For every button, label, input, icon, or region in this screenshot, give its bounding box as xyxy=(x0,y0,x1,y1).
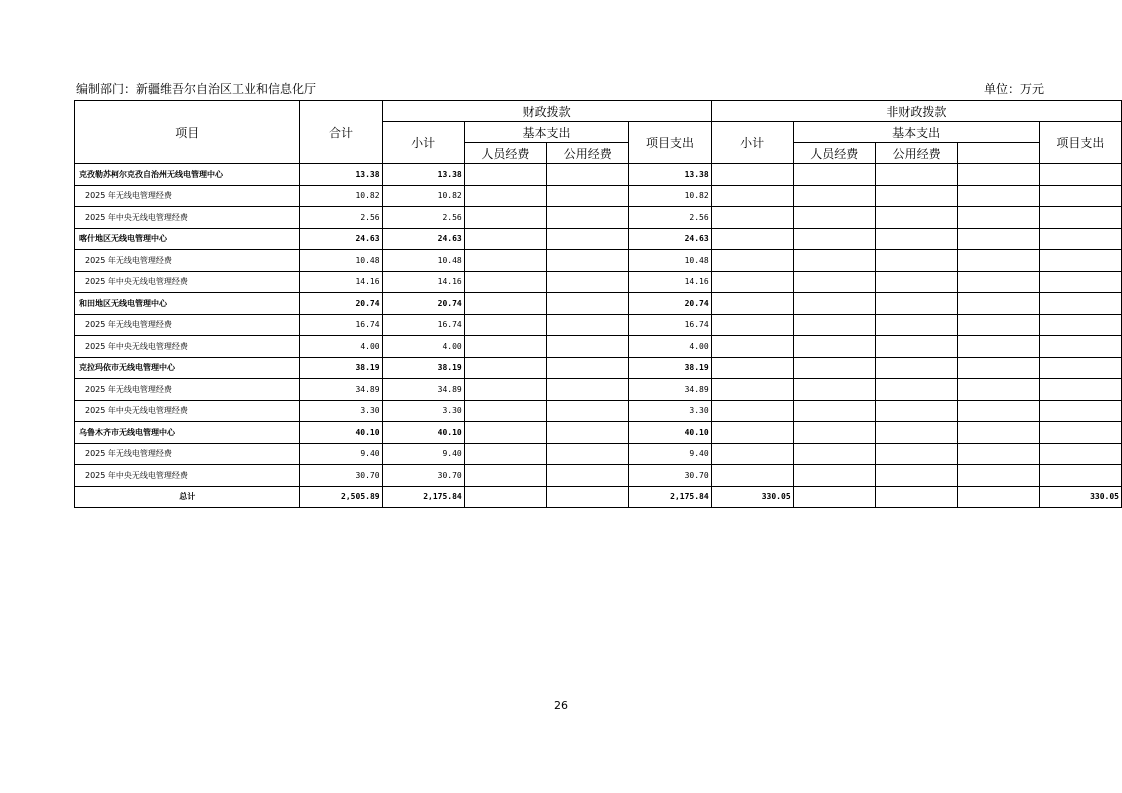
row-name: 乌鲁木齐市无线电管理中心 xyxy=(75,422,300,444)
row-cell xyxy=(464,314,546,336)
row-cell xyxy=(464,185,546,207)
table-row xyxy=(75,185,1122,207)
row-cell xyxy=(711,357,793,379)
row-cell xyxy=(464,443,546,465)
row-cell xyxy=(793,207,875,229)
row-cell xyxy=(464,357,546,379)
row-cell xyxy=(1039,314,1121,336)
row-name: 克孜勒苏柯尔克孜自治州无线电管理中心 xyxy=(75,164,300,186)
row-name: 克拉玛依市无线电管理中心 xyxy=(75,357,300,379)
row-cell xyxy=(793,336,875,358)
row-cell xyxy=(793,379,875,401)
table-row xyxy=(75,379,1122,401)
table-row xyxy=(75,228,1122,250)
row-cell: 4.00 xyxy=(300,336,382,358)
row-cell: 13.38 xyxy=(300,164,382,186)
budget-table xyxy=(74,100,1122,508)
table-row xyxy=(75,164,1122,186)
row-cell xyxy=(793,185,875,207)
row-cell: 4.00 xyxy=(629,336,711,358)
row-cell: 14.16 xyxy=(382,271,464,293)
row-cell xyxy=(958,357,1039,379)
col-fiscal-subtotal: 小计 xyxy=(382,122,464,164)
row-cell xyxy=(711,185,793,207)
row-cell: 40.10 xyxy=(300,422,382,444)
row-cell xyxy=(793,271,875,293)
row-cell xyxy=(711,379,793,401)
row-cell: 34.89 xyxy=(629,379,711,401)
row-cell xyxy=(547,400,629,422)
row-cell: 2.56 xyxy=(629,207,711,229)
row-cell xyxy=(793,228,875,250)
row-cell: 40.10 xyxy=(382,422,464,444)
row-cell: 10.48 xyxy=(382,250,464,272)
row-cell xyxy=(547,207,629,229)
col-fiscal-basic: 基本支出 xyxy=(464,122,629,143)
row-cell: 20.74 xyxy=(300,293,382,315)
row-cell xyxy=(547,250,629,272)
row-cell xyxy=(1039,207,1121,229)
row-cell xyxy=(547,293,629,315)
col-fiscal-project: 项目支出 xyxy=(629,122,711,164)
row-name: 2025 年无线电管理经费 xyxy=(75,250,300,272)
row-cell xyxy=(958,250,1039,272)
row-cell: 9.40 xyxy=(382,443,464,465)
row-cell: 9.40 xyxy=(300,443,382,465)
row-cell xyxy=(464,379,546,401)
row-cell xyxy=(875,443,957,465)
table-row xyxy=(75,250,1122,272)
row-cell xyxy=(1039,250,1121,272)
row-cell: 14.16 xyxy=(300,271,382,293)
table-row xyxy=(75,336,1122,358)
row-cell: 4.00 xyxy=(382,336,464,358)
table-row xyxy=(75,465,1122,487)
row-name: 2025 年中央无线电管理经费 xyxy=(75,336,300,358)
table-row xyxy=(75,400,1122,422)
row-cell xyxy=(547,185,629,207)
row-name: 2025 年无线电管理经费 xyxy=(75,314,300,336)
table-row xyxy=(75,293,1122,315)
row-cell: 3.30 xyxy=(300,400,382,422)
row-cell xyxy=(875,164,957,186)
col-nonfiscal-subtotal: 小计 xyxy=(711,122,793,164)
row-name: 总计 xyxy=(75,486,300,508)
row-cell xyxy=(547,314,629,336)
row-cell: 30.70 xyxy=(382,465,464,487)
row-cell xyxy=(793,486,875,508)
table-row xyxy=(75,422,1122,444)
row-cell xyxy=(958,185,1039,207)
row-cell: 24.63 xyxy=(382,228,464,250)
row-cell xyxy=(958,314,1039,336)
row-cell xyxy=(875,207,957,229)
row-cell: 16.74 xyxy=(629,314,711,336)
row-cell xyxy=(711,164,793,186)
table-row xyxy=(75,271,1122,293)
table-row xyxy=(75,207,1122,229)
row-cell: 2,175.84 xyxy=(382,486,464,508)
table-row xyxy=(75,443,1122,465)
row-cell xyxy=(547,486,629,508)
row-cell: 2.56 xyxy=(382,207,464,229)
row-cell xyxy=(711,228,793,250)
row-cell xyxy=(464,228,546,250)
row-name: 2025 年无线电管理经费 xyxy=(75,379,300,401)
row-cell: 34.89 xyxy=(300,379,382,401)
row-cell xyxy=(958,465,1039,487)
row-cell xyxy=(875,228,957,250)
row-cell xyxy=(464,293,546,315)
row-cell: 38.19 xyxy=(300,357,382,379)
row-cell xyxy=(958,164,1039,186)
row-cell: 20.74 xyxy=(629,293,711,315)
row-cell: 10.82 xyxy=(382,185,464,207)
row-cell xyxy=(793,422,875,444)
row-cell: 16.74 xyxy=(382,314,464,336)
row-cell xyxy=(464,164,546,186)
row-cell xyxy=(875,185,957,207)
row-cell xyxy=(464,271,546,293)
row-cell xyxy=(547,379,629,401)
row-cell xyxy=(1039,185,1121,207)
row-cell xyxy=(875,250,957,272)
row-cell: 16.74 xyxy=(300,314,382,336)
row-cell: 20.74 xyxy=(382,293,464,315)
row-cell xyxy=(793,465,875,487)
row-cell: 38.19 xyxy=(382,357,464,379)
row-cell xyxy=(1039,379,1121,401)
row-cell xyxy=(547,357,629,379)
row-cell xyxy=(1039,400,1121,422)
row-cell xyxy=(875,314,957,336)
row-cell xyxy=(793,293,875,315)
row-cell xyxy=(1039,228,1121,250)
row-name: 2025 年中央无线电管理经费 xyxy=(75,207,300,229)
row-cell xyxy=(464,336,546,358)
col-nonfiscal-public: 公用经费 xyxy=(875,143,957,164)
row-cell: 34.89 xyxy=(382,379,464,401)
row-cell xyxy=(547,228,629,250)
table-body xyxy=(75,164,1122,508)
row-cell xyxy=(875,379,957,401)
row-cell xyxy=(547,271,629,293)
row-cell xyxy=(958,379,1039,401)
row-cell xyxy=(1039,164,1121,186)
table-row xyxy=(75,314,1122,336)
row-cell xyxy=(793,314,875,336)
row-cell xyxy=(958,443,1039,465)
row-cell xyxy=(875,336,957,358)
row-cell xyxy=(875,465,957,487)
col-nonfiscal-project: 项目支出 xyxy=(1039,122,1121,164)
row-cell xyxy=(958,400,1039,422)
row-cell xyxy=(958,207,1039,229)
col-fiscal-personnel: 人员经费 xyxy=(464,143,546,164)
row-cell xyxy=(875,293,957,315)
row-cell xyxy=(1039,293,1121,315)
table-header xyxy=(75,101,1122,164)
row-cell: 14.16 xyxy=(629,271,711,293)
row-cell xyxy=(464,400,546,422)
row-cell xyxy=(793,443,875,465)
unit-label: 单位：万元 xyxy=(983,82,1044,96)
table-row xyxy=(75,357,1122,379)
row-cell: 13.38 xyxy=(382,164,464,186)
row-cell xyxy=(1039,465,1121,487)
page-number: 26 xyxy=(554,699,568,712)
col-nonfiscal-personnel: 人员经费 xyxy=(793,143,875,164)
row-name: 2025 年中央无线电管理经费 xyxy=(75,271,300,293)
row-cell xyxy=(875,486,957,508)
row-cell xyxy=(793,250,875,272)
row-cell xyxy=(958,228,1039,250)
row-cell xyxy=(711,207,793,229)
row-cell xyxy=(958,293,1039,315)
row-cell xyxy=(464,422,546,444)
row-cell xyxy=(958,486,1039,508)
row-cell xyxy=(875,400,957,422)
row-cell: 10.48 xyxy=(300,250,382,272)
row-cell: 3.30 xyxy=(382,400,464,422)
row-cell: 2,505.89 xyxy=(300,486,382,508)
row-cell xyxy=(464,465,546,487)
col-fiscal: 财政拨款 xyxy=(382,101,711,122)
row-cell xyxy=(547,336,629,358)
row-cell xyxy=(875,357,957,379)
row-cell xyxy=(1039,357,1121,379)
row-cell: 10.48 xyxy=(629,250,711,272)
row-cell xyxy=(875,271,957,293)
col-nonfiscal: 非财政拨款 xyxy=(711,101,1121,122)
row-cell xyxy=(711,250,793,272)
col-fiscal-public: 公用经费 xyxy=(547,143,629,164)
row-cell xyxy=(464,486,546,508)
row-cell xyxy=(1039,336,1121,358)
row-cell: 40.10 xyxy=(629,422,711,444)
col-item: 项目 xyxy=(75,101,300,164)
row-name: 2025 年无线电管理经费 xyxy=(75,443,300,465)
row-name: 和田地区无线电管理中心 xyxy=(75,293,300,315)
row-cell xyxy=(958,271,1039,293)
row-cell xyxy=(711,314,793,336)
row-cell: 38.19 xyxy=(629,357,711,379)
row-cell: 2.56 xyxy=(300,207,382,229)
row-cell xyxy=(793,400,875,422)
row-cell: 10.82 xyxy=(629,185,711,207)
row-cell xyxy=(1039,443,1121,465)
row-cell: 24.63 xyxy=(629,228,711,250)
row-cell: 30.70 xyxy=(629,465,711,487)
row-name: 2025 年中央无线电管理经费 xyxy=(75,400,300,422)
row-cell xyxy=(464,250,546,272)
row-cell xyxy=(793,357,875,379)
row-cell: 9.40 xyxy=(629,443,711,465)
row-cell xyxy=(547,465,629,487)
row-cell xyxy=(711,336,793,358)
row-name: 2025 年无线电管理经费 xyxy=(75,185,300,207)
row-cell xyxy=(711,465,793,487)
row-cell: 3.30 xyxy=(629,400,711,422)
row-cell: 30.70 xyxy=(300,465,382,487)
table-row-total xyxy=(75,486,1122,508)
row-cell xyxy=(1039,422,1121,444)
row-cell xyxy=(793,164,875,186)
department-label: 编制部门：新疆维吾尔自治区工业和信息化厅 xyxy=(76,82,317,96)
col-nonfiscal-basic: 基本支出 xyxy=(793,122,1039,143)
row-cell xyxy=(547,422,629,444)
row-cell xyxy=(1039,271,1121,293)
row-name: 喀什地区无线电管理中心 xyxy=(75,228,300,250)
col-nonfiscal-blank xyxy=(958,143,1039,164)
row-cell xyxy=(464,207,546,229)
row-cell xyxy=(711,443,793,465)
row-cell xyxy=(958,336,1039,358)
row-cell xyxy=(711,293,793,315)
row-cell: 2,175.84 xyxy=(629,486,711,508)
row-cell: 10.82 xyxy=(300,185,382,207)
row-name: 2025 年中央无线电管理经费 xyxy=(75,465,300,487)
row-cell xyxy=(711,422,793,444)
row-cell: 330.05 xyxy=(1039,486,1121,508)
row-cell xyxy=(711,271,793,293)
row-cell xyxy=(547,164,629,186)
row-cell: 13.38 xyxy=(629,164,711,186)
row-cell xyxy=(547,443,629,465)
row-cell xyxy=(711,400,793,422)
row-cell: 330.05 xyxy=(711,486,793,508)
col-total: 合计 xyxy=(300,101,382,164)
row-cell xyxy=(875,422,957,444)
row-cell: 24.63 xyxy=(300,228,382,250)
row-cell xyxy=(958,422,1039,444)
